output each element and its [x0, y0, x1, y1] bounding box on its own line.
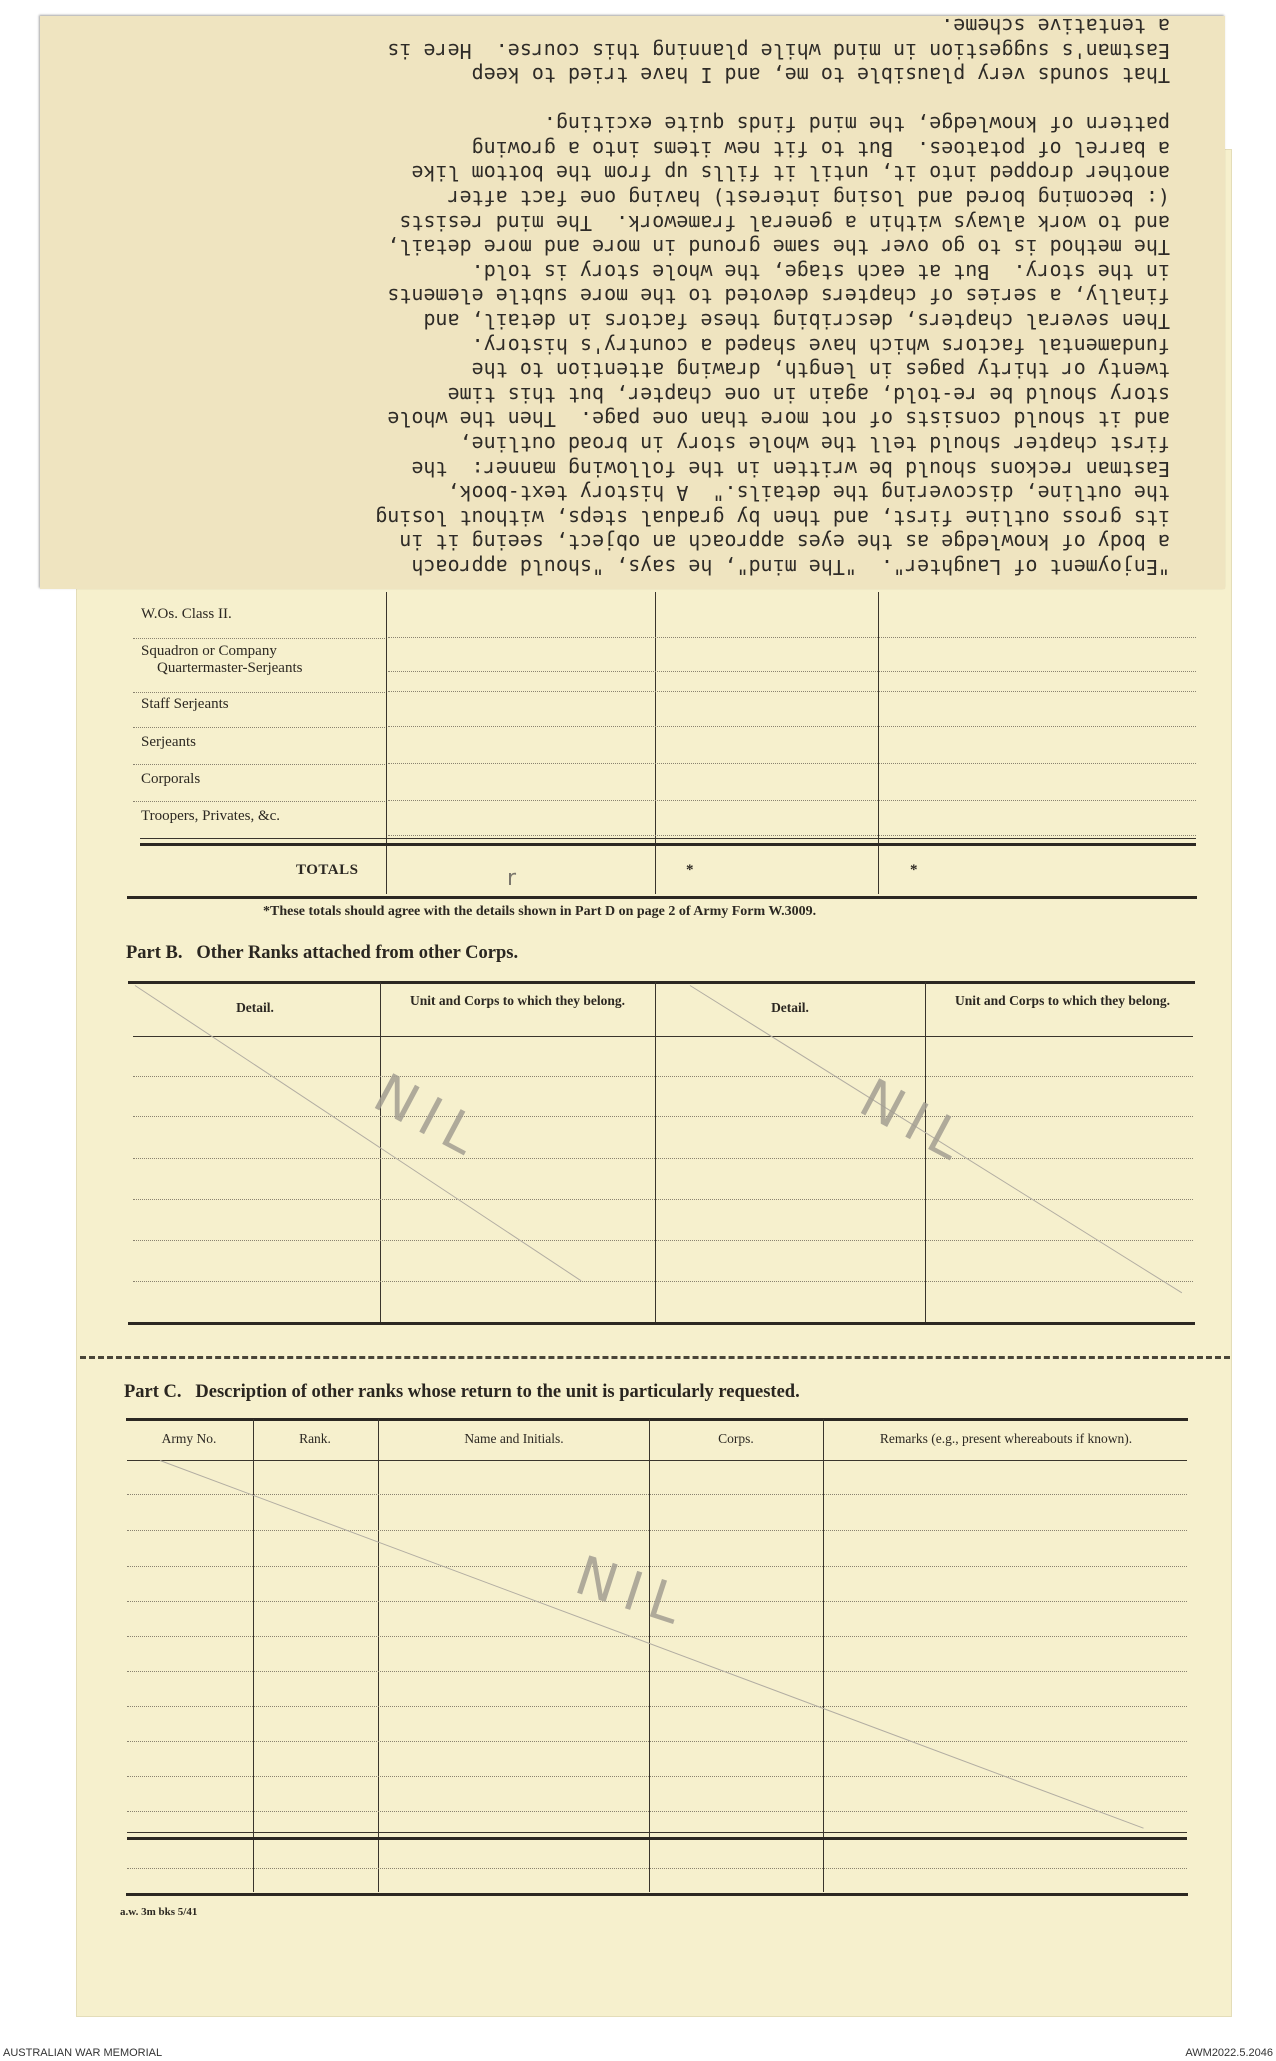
typed-note-line: twenty or thirty pages in length, drawing attention to the: [471, 358, 1170, 383]
form-imprint: a.w. 3m bks 5/41: [120, 1906, 198, 1918]
part-a-footnote: *These totals should agree with the details shown in Part D on page 2 of Army Form W.3009.: [263, 904, 817, 919]
part-b-header-detail-1: Detail.: [236, 1000, 274, 1015]
part-c-header-rank: Rank.: [299, 1431, 331, 1446]
typed-note-line: its gross outline first, and then by gradual steps, without losing: [375, 505, 1170, 530]
typed-note-line: story should be re-told, again in one chapter, but this time: [447, 382, 1170, 407]
totals-asterisk-2: *: [910, 862, 918, 878]
footer-archive-name: AUSTRALIAN WAR MEMORIAL: [3, 2047, 163, 2059]
typed-note-line: in the story. But at each stage, the whole story is told.: [471, 259, 1170, 284]
typed-note-line: finally, a series of chapters devoted to the more subtle elements: [387, 284, 1170, 309]
typed-note-line: first chapter should tell the whole story in broad outline,: [459, 432, 1170, 457]
typed-note-line: That sounds very plausible to me, and I have tried to keep: [471, 63, 1170, 88]
part-b-header-unit-2: Unit and Corps to which they belong.: [955, 993, 1170, 1008]
row-label-quartermaster: Quartermaster-Serjeants: [157, 660, 303, 676]
typed-note-line: a body of knowledge as the eyes approach an object, seeing it in: [399, 530, 1170, 555]
part-c-header-army-no: Army No.: [161, 1431, 217, 1446]
typed-note-line: fundamental factors which have shaped a country's history.: [471, 333, 1170, 358]
row-label-wos-class-ii: W.Os. Class II.: [141, 606, 232, 622]
footer-accession-number: AWM2022.5.2046: [1185, 2047, 1273, 2059]
part-c-header-remarks: Remarks (e.g., present whereabouts if known).: [879, 1431, 1133, 1446]
typed-note-line: (: becoming bored and losing interest) having one fact after: [447, 186, 1170, 211]
typed-note-line: Eastman reckons should be written in the following manner: the: [411, 456, 1170, 481]
typed-note-line: Eastman's suggestion in mind while planning this course. Here is: [387, 38, 1170, 63]
typed-note-upside-down: [40, 13, 1225, 589]
row-label-serjeants: Serjeants: [141, 734, 196, 750]
row-label-troopers: Troopers, Privates, &c.: [141, 808, 281, 824]
typed-note-line: Then several chapters, describing these factors in detail, and: [423, 309, 1170, 334]
part-b-pencil-nil-1: NIL: [364, 1061, 497, 1172]
typed-note-line: a barrel of potatoes. But to fit new items into a growing: [471, 136, 1170, 161]
row-label-squadron: Squadron or Company: [141, 643, 277, 659]
row-label-corporals: Corporals: [141, 771, 201, 787]
typed-note-line: [70, 87, 1170, 112]
part-c-header-name: Name and Initials.: [464, 1431, 564, 1446]
typed-note-line: and it should consists of not more than one page. Then the whole: [387, 407, 1170, 432]
part-c-pencil-nil: NIL: [568, 1543, 699, 1640]
row-label-staff-serjeants: Staff Serjeants: [141, 696, 229, 712]
typed-note-line: "Enjoyment of Laughter". "The mind", he says, "should approach: [411, 555, 1170, 579]
pencil-tick: r: [507, 866, 517, 891]
part-b-pencil-nil-2: NIL: [850, 1066, 983, 1177]
typed-note-line: pattern of knowledge, the mind finds quite exciting.: [543, 112, 1170, 137]
typed-note-text: [70, 13, 1170, 579]
totals-asterisk-1: *: [686, 862, 694, 878]
perforation-line: [80, 1356, 1230, 1359]
typed-note-line: the outline, discovering the details." A history text-book,: [447, 481, 1170, 506]
typed-note-line: another dropped into it, until it fills up from the bottom like: [411, 161, 1170, 186]
typed-note-line: The method is to go over the same ground in more and more detail,: [387, 235, 1170, 260]
part-b-title: Part B. Other Ranks attached from other Corps.: [126, 943, 519, 963]
part-b-header-unit-1: Unit and Corps to which they belong.: [410, 993, 625, 1008]
totals-label: TOTALS: [296, 862, 359, 878]
part-c-header-corps: Corps.: [718, 1431, 754, 1446]
part-c-title: Part C. Description of other ranks whose return to the unit is particularly requested.: [124, 1382, 800, 1402]
typed-note-line: a tentative scheme.: [941, 13, 1170, 38]
typed-note-line: and to work always within a general framework. The mind resists: [399, 210, 1170, 235]
part-b-header-detail-2: Detail.: [771, 1000, 809, 1015]
